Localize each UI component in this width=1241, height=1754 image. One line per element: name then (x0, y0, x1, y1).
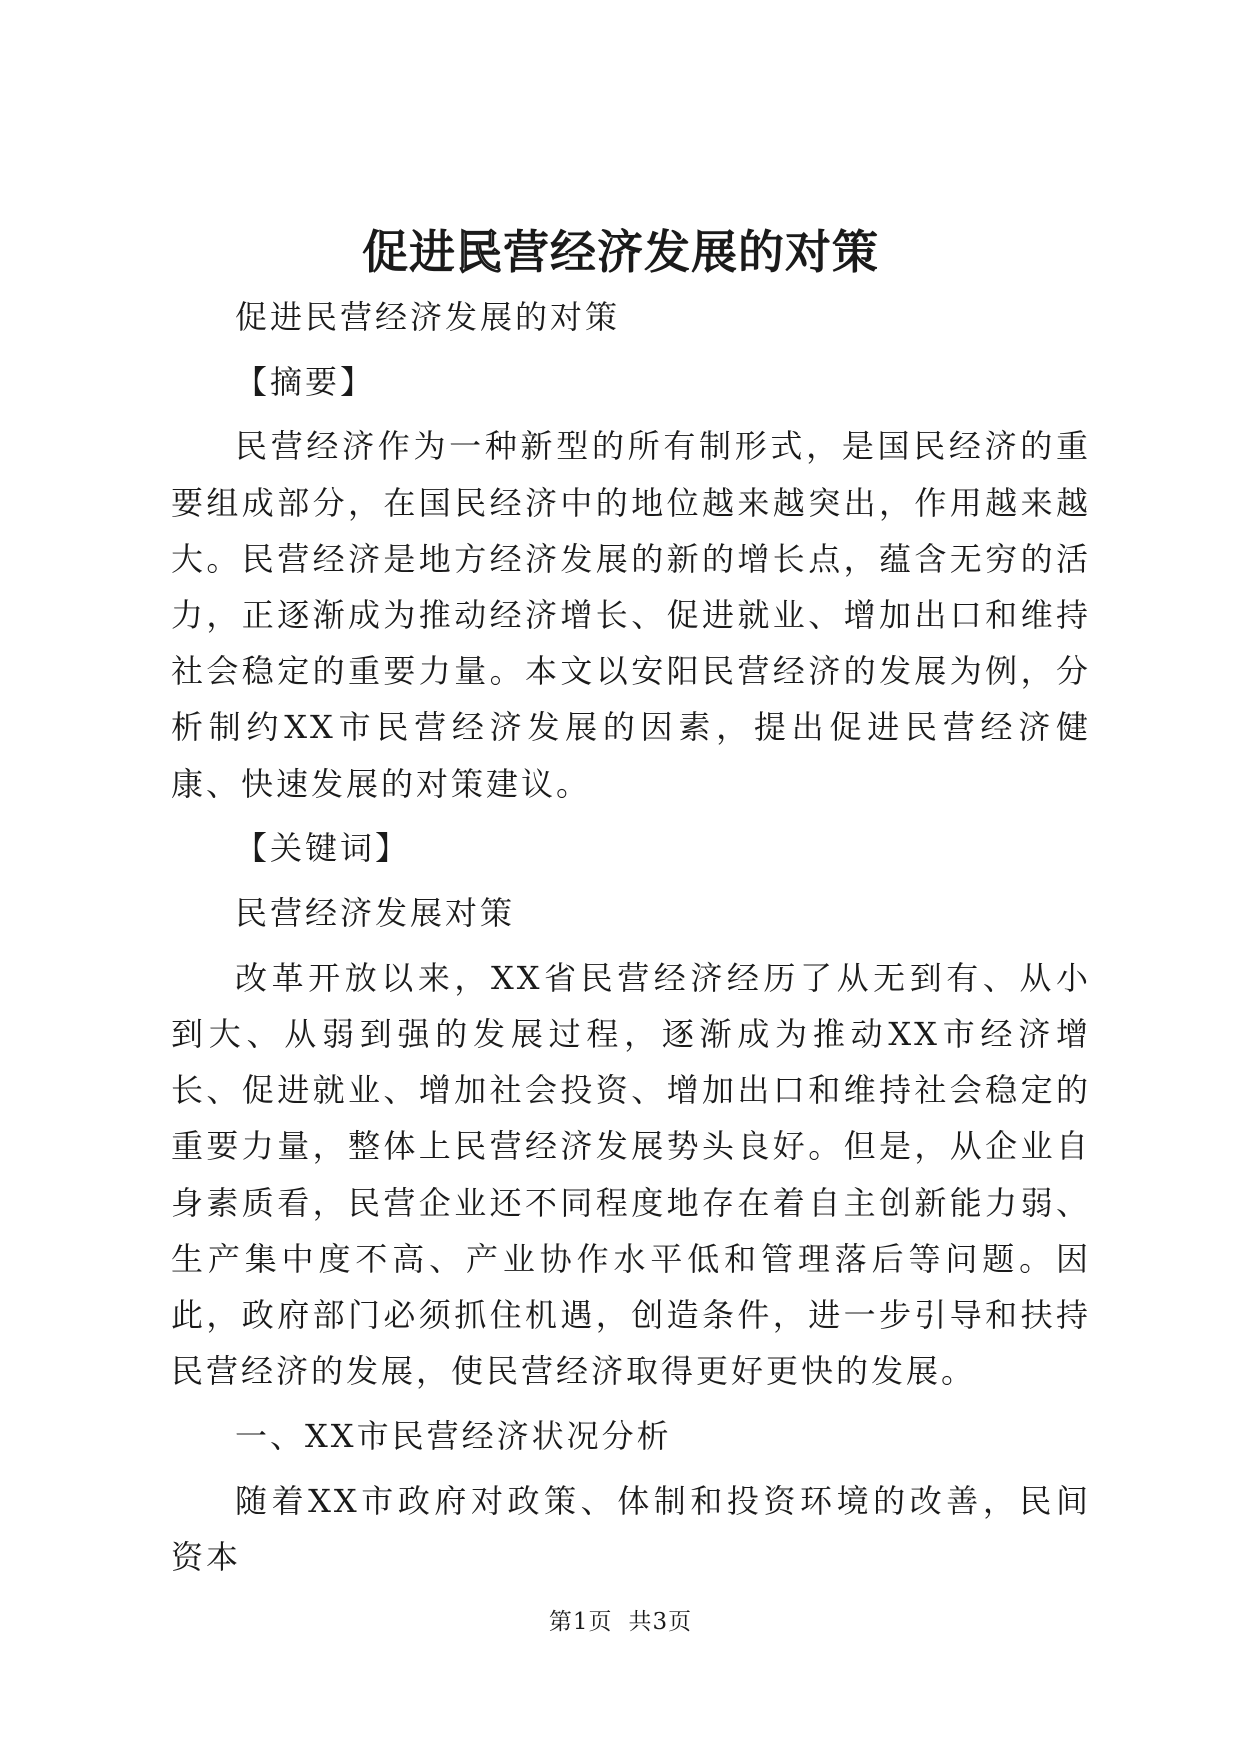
title-part-2: 营经济发展的对策 (503, 225, 879, 279)
section-paragraph: 随着XX市政府对政策、体制和投资环境的改善，民间资本 (171, 1481, 1091, 1576)
document-title (0, 222, 1241, 282)
keywords-paragraph: 民营经济发展对策 (235, 894, 516, 933)
title-part-1: 促进 (362, 225, 456, 279)
intro-paragraph: 改革开放以来，XX省民营经济经历了从无到有、从小到大、从弱到强的发展过程，逐渐成为推动XX市经济增长、促进就业、增加社会投资、增加出口和维持社会稳定的重要力量，整体上民营经济发展势头良好。但是，从企业自身素质看，民营企业还不同程度地存在着自主创新能力弱、生产集中度不高、产业协作水平低和管理落后等问题。因此，政府部门必须抓住机遇，创造条件，进一步引导和扶持民营经济的发展，使民营经济取得更好更快的发展。 (171, 958, 1091, 1391)
title-highlight-char: 民 (456, 225, 503, 279)
document-body (171, 289, 1091, 1593)
keywords-heading: 【关键词】 (235, 829, 411, 868)
page-number: 第1页 (548, 1609, 613, 1635)
abstract-heading: 【摘要】 (235, 362, 376, 401)
section-heading: 一、XX市民营经济状况分析 (235, 1416, 672, 1455)
page-total: 共3页 (628, 1609, 693, 1635)
subtitle-paragraph: 促进民营经济发展的对策 (235, 298, 621, 336)
page-footer (0, 1606, 1241, 1638)
abstract-paragraph: 民营经济作为一种新型的所有制形式，是国民经济的重要组成部分，在国民经济中的地位越来越突出，作用越来越大。民营经济是地方经济发展的新的增长点，蕴含无穷的活力，正逐渐成为推动经济增长、促进就业、增加出口和维持社会稳定的重要力量。本文以安阳民营经济的发展为例，分析制约XX市民营经济发展的因素，提出促进民营经济健康、快速发展的对策建议。 (171, 427, 1091, 803)
